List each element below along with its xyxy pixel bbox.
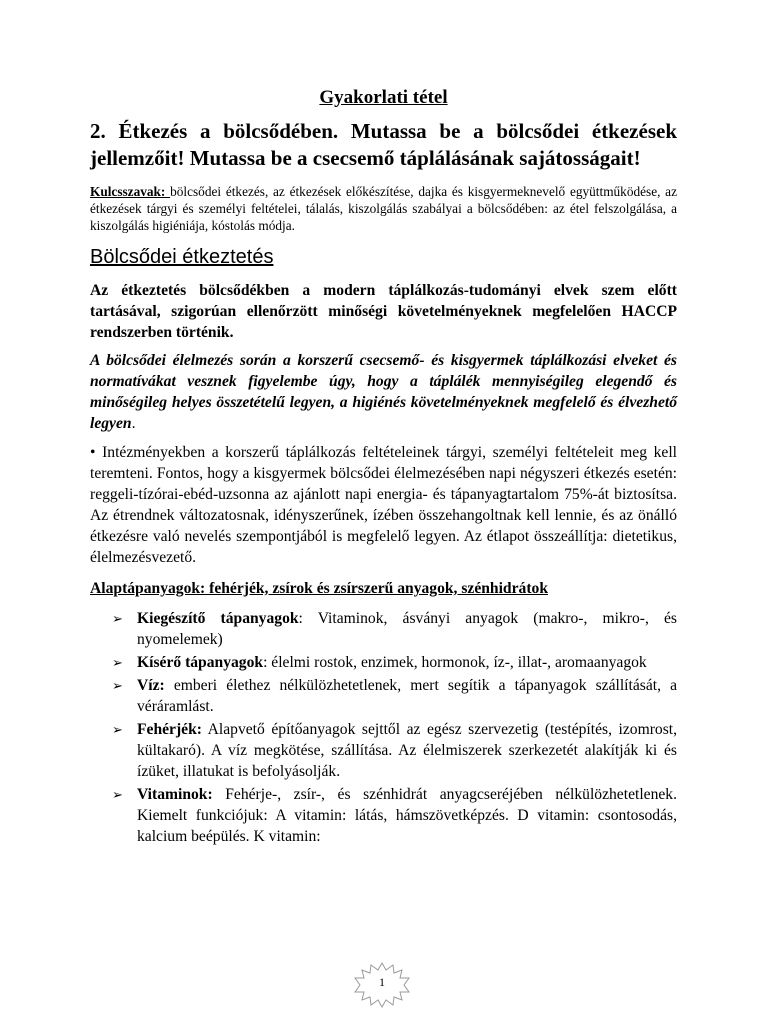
list-item [112,719,677,782]
arrow-bullet-icon: ➢ [112,611,123,626]
list-item-text: Fehérje-, zsír-, és szénhidrát anyagcseréjében nélkülözhetetlenek. Kiemelt funkciójuk: A vitamin: látás, hámszövetképzés. D vitamin: csontosodás, kalcium beépülés. K vitamin: [137,786,677,845]
list-item-term: Kiegészítő tápanyagok [137,610,299,627]
italic-paragraph-end: . [131,415,136,432]
intro-italic-paragraph [90,350,677,434]
arrow-bullet-icon: ➢ [112,787,123,802]
nutrients-list [90,608,677,847]
arrow-bullet-icon: ➢ [112,655,123,670]
list-item-term: Kísérő tápanyagok [137,654,264,671]
list-item-term: Fehérjék: [137,721,202,738]
list-item-term: Vitaminok: [137,786,213,803]
arrow-bullet-icon: ➢ [112,678,123,693]
list-item-text: : Vitaminok, ásványi anyagok (makro-, mikro-, és nyomelemek) [137,610,677,648]
list-item-text: : élelmi rostok, enzimek, hormonok, íz-, illat-, aromaanyagok [263,654,647,671]
list-item-term: Víz: [137,677,165,694]
exam-topic-heading: 2. Étkezés a bölcsődében. Mutassa be a bölcsődei étkezések jellemzőit! Mutassa be a csecsemő táplálásának sajátosságait! [90,119,677,170]
keywords-label: Kulcsszavak: [90,184,171,199]
body-paragraph: • Intézményekben a korszerű táplálkozás feltételeinek tárgyi, személyi feltételeit meg kell teremteni. Fontos, hogy a kisgyermek bölcsődei élelmezésében napi négyszeri étkezés esetén: reggeli-tízórai-ebéd-uzsonna az ajánlott napi energia- és tápanyagtartalom 75%-át biztosítsa. Az étrendnek változatosnak, idényszerűnek, ízében összehangoltnak kell lennie, és az önálló étkezésre való nevelés szempontjából is megfelelő legyen. Az étlapot összeállítja: dietetikus, élelmezésvezető. [90,444,677,566]
page-title: Gyakorlati tétel [319,87,448,108]
list-item [112,608,677,650]
page-number: 1 [379,975,385,989]
italic-paragraph-text: A bölcsődei élelmezés során a korszerű csecsemő- és kisgyermek táplálkozási elveket és normatívákat vesznek figyelembe úgy, hogy a táplálék mennyiségileg elegendő és minőségileg helyes összetételű legyen, a higiénés követelményeknek megfelelő és élvezhető legyen [90,352,677,432]
list-item [112,675,677,717]
intro-bold-paragraph: Az étkeztetés bölcsődékben a modern táplálkozás-tudományi elvek szem előtt tartásával, szigorúan ellenőrzött minőségi követelményeknek megfelelően HACCP rendszerben történik. [90,282,677,341]
section-heading: Bölcsődei étkeztetés [90,246,274,268]
list-item [112,652,677,673]
list-item-text: Alapvető építőanyagok sejttől az egész szervezetig (testépítés, izomrost, kültakaró). A víz megkötése, szállítása. Az élelmiszerek szerkezetét alakítják ki és ízüket, illatukat is befolyásolják. [137,721,677,780]
nutrients-subheading: Alaptápanyagok: fehérjék, zsírok és zsírszerű anyagok, szénhidrátok [90,580,548,597]
document-page [90,86,677,849]
keywords-text: bölcsődei étkezés, az étkezések előkészítése, dajka és kisgyermeknevelő együttműködése, az étkezések tárgyi és személyi feltételei, tálalás, kiszolgálás szabályai a bölcsődében: az étel felszolgálása, a kiszolgálás higiéniája, kóstolás módja. [90,184,677,233]
list-item-text: emberi élethez nélkülözhetetlenek, mert segítik a tápanyagok szállítását, a véráramlást. [137,677,677,715]
keywords-paragraph [90,183,677,234]
list-item [112,784,677,847]
arrow-bullet-icon: ➢ [112,722,123,737]
